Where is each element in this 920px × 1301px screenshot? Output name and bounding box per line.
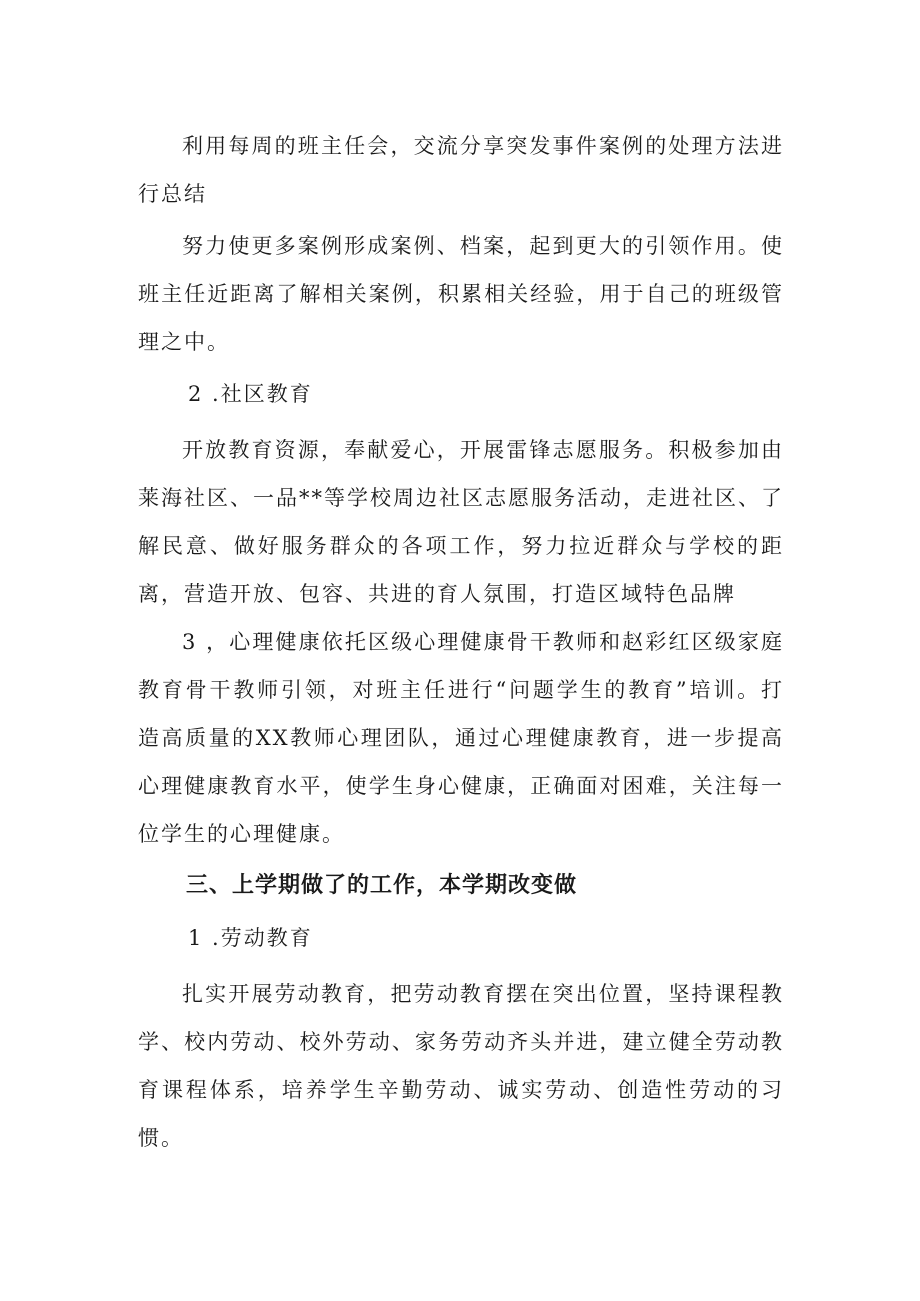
paragraph-case-sharing: 利用每周的班主任会，交流分享突发事件案例的处理方法进行总结 (138, 134, 784, 206)
subheading-community-education: 2 .社区教育 (188, 382, 313, 406)
section-title-three: 三、上学期做了的工作，本学期改变做 (186, 873, 578, 898)
subheading-labor-education: 1 .劳动教育 (188, 926, 313, 950)
paragraph-labor-education: 扎实开展劳动教育，把劳动教育摆在突出位置，坚持课程教学、校内劳动、校外劳动、家务劳动齐头并进，建立健全劳动教育课程体系，培养学生辛勤劳动、诚实劳动、创造性劳动的习惯。 (138, 982, 784, 1150)
paragraph-community-volunteer: 开放教育资源，奉献爱心，开展雷锋志愿服务。积极参加由莱海社区、一品**等学校周边社区志愿服务活动，走进社区、了解民意、做好服务群众的各项工作，努力拉近群众与学校的距离，营造开放、包容、共进的育人氛围，打造区域特色品牌 (138, 438, 784, 606)
paragraph-case-archive: 努力使更多案例形成案例、档案，起到更大的引领作用。使班主任近距离了解相关案例，积累相关经验，用于自己的班级管理之中。 (138, 234, 784, 354)
paragraph-mental-health: 3 ，心理健康依托区级心理健康骨干教师和赵彩红区级家庭教育骨干教师引领，对班主任进行“问题学生的教育”培训。打造高质量的XX教师心理团队，通过心理健康教育，进一步提高心理健康教育水平，使学生身心健康，正确面对困难，关注每一位学生的心理健康。 (138, 630, 784, 846)
document-body (138, 122, 784, 1162)
